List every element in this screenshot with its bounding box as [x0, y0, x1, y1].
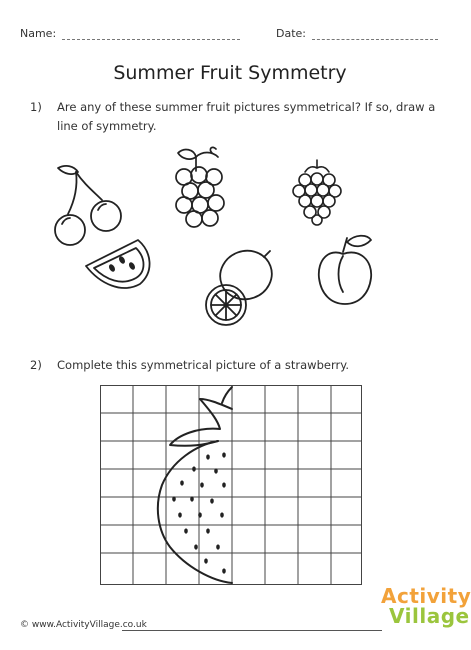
half-strawberry [158, 387, 232, 583]
logo-line-1: Activity [381, 584, 471, 608]
name-line [62, 26, 240, 40]
question-2-number: 2) [30, 358, 42, 372]
name-field [20, 26, 240, 40]
date-line [312, 26, 438, 40]
activity-village-logo [381, 586, 471, 626]
date-field [276, 26, 438, 40]
raspberry-icon [291, 158, 343, 226]
question-1-text: Are any of these summer fruit pictures symmetrical? If so, draw a line of symmetry. [57, 100, 436, 133]
peach-icon [313, 232, 378, 322]
strawberry-symmetry-grid [100, 385, 362, 585]
watermelon-slice-icon [82, 238, 162, 290]
date-label: Date: [276, 27, 306, 40]
page-title: Summer Fruit Symmetry [113, 62, 347, 84]
question-2-text: Complete this symmetrical picture of a strawberry. [57, 358, 350, 372]
logo-line-2: Village [389, 604, 470, 628]
question-2 [30, 356, 460, 376]
question-1-number: 1) [30, 100, 42, 114]
cherries-icon [48, 162, 133, 250]
footer-divider [122, 630, 382, 631]
footer-url: © www.ActivityVillage.co.uk [20, 620, 147, 630]
question-1 [30, 98, 460, 138]
grid-lines [100, 385, 362, 585]
grapes-icon [168, 145, 238, 230]
lemon-icon [204, 245, 279, 335]
name-label: Name: [20, 27, 57, 40]
